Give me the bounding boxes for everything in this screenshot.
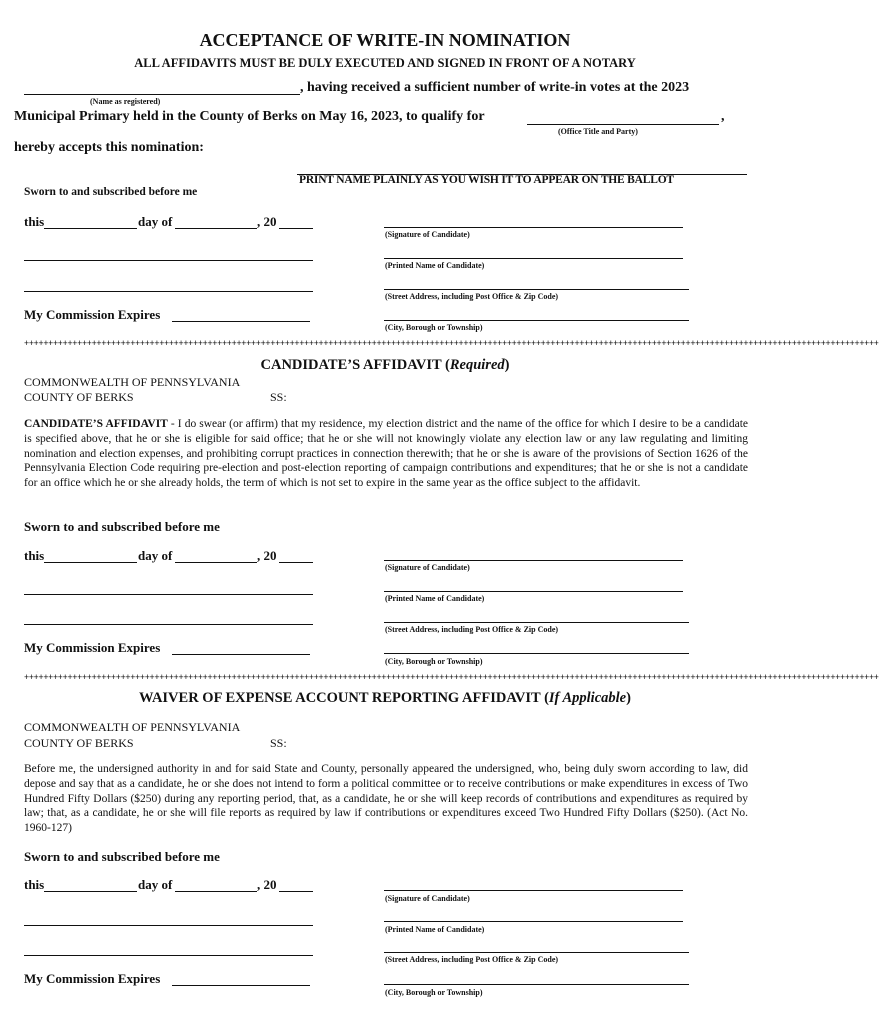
waiver-body: Before me, the undersigned authority in and for said State and County, personally appeared the undersigned, who, being duly sworn according to law, did depose and say that as a candidate, he or she does not intend to form a political committee or to receive contributions or make expenditures in excess of Two Hundred Fifty Dollars ($250) during any reporting period, that, as a candidate, he or she will keep records of contributions and expenditures as required by law; that, as a candidate, he or she will file reports as required by law if contributions or expenditures exceed Two Hundred Fifty Dollars ($250). (Act No. 1960-127) xyxy=(24,763,748,835)
notary-instruction: ALL AFFIDAVITS MUST BE DULY EXECUTED AND SIGNED IN FRONT OF A NOTARY xyxy=(134,56,636,70)
signature-caption-1: (Signature of Candidate) xyxy=(385,230,470,239)
waiver-heading-end: ) xyxy=(626,690,631,706)
affidavit-text: - I do swear (or affirm) that my residence, my election district and the name of the office for which I desire to be a candidate is specified above, that he or she is eligible for said office; that he or she will not knowingly violate any election law or any law regulating and limiting nomination and election expenses, and prohibiting corrupt practices in connection therewith; that he or she is aware of the provisions of Section 1626 of the Pennsylvania Election Code requiring pre-election and post-election reporting of campaign contributions and expenditures; that he or she is not a candidate for an office which he or she already holds, the term of which is not set to expire in the same year as the office subject to the affidavit. xyxy=(24,418,748,490)
day-field-2[interactable] xyxy=(44,562,137,563)
city-caption-1: (City, Borough or Township) xyxy=(385,323,483,332)
signature-field-2[interactable] xyxy=(384,560,683,561)
city-caption-2: (City, Borough or Township) xyxy=(385,657,483,666)
commission-field-3[interactable] xyxy=(172,985,310,986)
county-label-2: COUNTY OF BERKS xyxy=(24,736,134,750)
street-field-2[interactable] xyxy=(384,622,689,623)
notary-line-3a[interactable] xyxy=(24,925,313,926)
year-field-2[interactable] xyxy=(279,562,313,563)
year-label-3: , 20 xyxy=(257,877,277,892)
name-caption: (Name as registered) xyxy=(90,97,161,106)
signature-caption-2: (Signature of Candidate) xyxy=(385,563,470,572)
day-field-1[interactable] xyxy=(44,228,137,229)
sworn-label-3: Sworn to and subscribed before me xyxy=(24,849,220,864)
ss-label-2: SS: xyxy=(270,736,287,750)
office-title-field[interactable] xyxy=(527,124,719,125)
month-field-3[interactable] xyxy=(175,891,257,892)
office-caption: (Office Title and Party) xyxy=(558,127,638,136)
acceptance-line2-end: , xyxy=(721,109,725,124)
acceptance-line3: hereby accepts this nomination: xyxy=(14,140,204,155)
waiver-heading-main: WAIVER OF EXPENSE ACCOUNT REPORTING AFFIDAVIT ( xyxy=(139,690,549,706)
waiver-heading-em: If Applicable xyxy=(548,690,627,706)
notary-line-1a[interactable] xyxy=(24,260,313,261)
county-label-1: COUNTY OF BERKS xyxy=(24,390,134,404)
street-caption-2: (Street Address, including Post Office & Zip Code) xyxy=(385,625,559,634)
day-field-3[interactable] xyxy=(44,891,137,892)
city-field-1[interactable] xyxy=(384,320,689,321)
notary-line-1b[interactable] xyxy=(24,291,313,292)
section-divider-2: +++++++++++++++++++++++++++++++++++++++++++++++++++++++++++++++++++++++++++++++++++++++++++++++++++++++++++++++++++++++++++++++++++++++++++++++++++++++++++++++++++++++++++++++++ xyxy=(24,672,879,682)
street-field-1[interactable] xyxy=(384,289,689,290)
year-field-3[interactable] xyxy=(279,891,313,892)
signature-caption-3: (Signature of Candidate) xyxy=(385,894,470,903)
notary-line-2b[interactable] xyxy=(24,624,313,625)
printed-name-caption-1: (Printed Name of Candidate) xyxy=(385,261,485,270)
name-registered-field[interactable] xyxy=(24,94,300,95)
affidavit-heading xyxy=(0,357,770,374)
section-divider-1: +++++++++++++++++++++++++++++++++++++++++++++++++++++++++++++++++++++++++++++++++++++++++++++++++++++++++++++++++++++++++++++++++++++++++++++++++++++++++++++++++++++++++++++++++ xyxy=(24,338,879,348)
year-label-1: , 20 xyxy=(257,214,277,229)
city-field-2[interactable] xyxy=(384,653,689,654)
signature-field-3[interactable] xyxy=(384,890,683,891)
year-label-2: , 20 xyxy=(257,548,277,563)
day-of-label-1: day of xyxy=(138,214,173,229)
commission-label-2: My Commission Expires xyxy=(24,640,161,655)
printed-name-caption-3: (Printed Name of Candidate) xyxy=(385,925,485,934)
commission-field-1[interactable] xyxy=(172,321,310,322)
affidavit-body xyxy=(24,417,748,491)
city-caption-3: (City, Borough or Township) xyxy=(385,988,483,997)
city-field-3[interactable] xyxy=(384,984,689,985)
year-field-1[interactable] xyxy=(279,228,313,229)
signature-field-1[interactable] xyxy=(384,227,683,228)
acceptance-line1: , having received a sufficient number of write-in votes at the 2023 xyxy=(300,80,690,95)
month-field-2[interactable] xyxy=(175,562,257,563)
street-field-3[interactable] xyxy=(384,952,689,953)
sworn-label-1: Sworn to and subscribed before me xyxy=(24,186,198,198)
ss-label-1: SS: xyxy=(270,390,287,404)
page-title: ACCEPTANCE OF WRITE-IN NOMINATION xyxy=(199,30,571,50)
this-label-2: this xyxy=(24,548,45,563)
this-label-1: this xyxy=(24,214,45,229)
month-field-1[interactable] xyxy=(175,228,257,229)
street-caption-3: (Street Address, including Post Office & Zip Code) xyxy=(385,955,559,964)
waiver-heading xyxy=(0,690,770,707)
printed-name-caption-2: (Printed Name of Candidate) xyxy=(385,594,485,603)
printed-name-field-3[interactable] xyxy=(384,921,683,922)
this-label-3: this xyxy=(24,877,45,892)
day-of-label-3: day of xyxy=(138,877,173,892)
commonwealth-label-2: COMMONWEALTH OF PENNSYLVANIA xyxy=(24,720,241,734)
affidavit-heading-main: CANDIDATE’S AFFIDAVIT ( xyxy=(260,357,450,373)
affidavit-heading-end: ) xyxy=(504,357,510,373)
printed-name-field-2[interactable] xyxy=(384,591,683,592)
print-name-caption: PRINT NAME PLAINLY AS YOU WISH IT TO APPEAR ON THE BALLOT xyxy=(299,174,674,186)
acceptance-line2: Municipal Primary held in the County of Berks on May 16, 2023, to qualify for xyxy=(14,109,485,124)
notary-line-2a[interactable] xyxy=(24,594,313,595)
commission-label-3: My Commission Expires xyxy=(24,971,161,986)
affidavit-heading-em: Required xyxy=(449,357,505,373)
day-of-label-2: day of xyxy=(138,548,173,563)
sworn-label-2: Sworn to and subscribed before me xyxy=(24,519,220,534)
commission-field-2[interactable] xyxy=(172,654,310,655)
street-caption-1: (Street Address, including Post Office & Zip Code) xyxy=(385,292,559,301)
notary-line-3b[interactable] xyxy=(24,955,313,956)
commission-label-1: My Commission Expires xyxy=(24,307,161,322)
commonwealth-label-1: COMMONWEALTH OF PENNSYLVANIA xyxy=(24,375,241,389)
printed-name-field-1[interactable] xyxy=(384,258,683,259)
affidavit-lead: CANDIDATE’S AFFIDAVIT xyxy=(24,418,168,430)
